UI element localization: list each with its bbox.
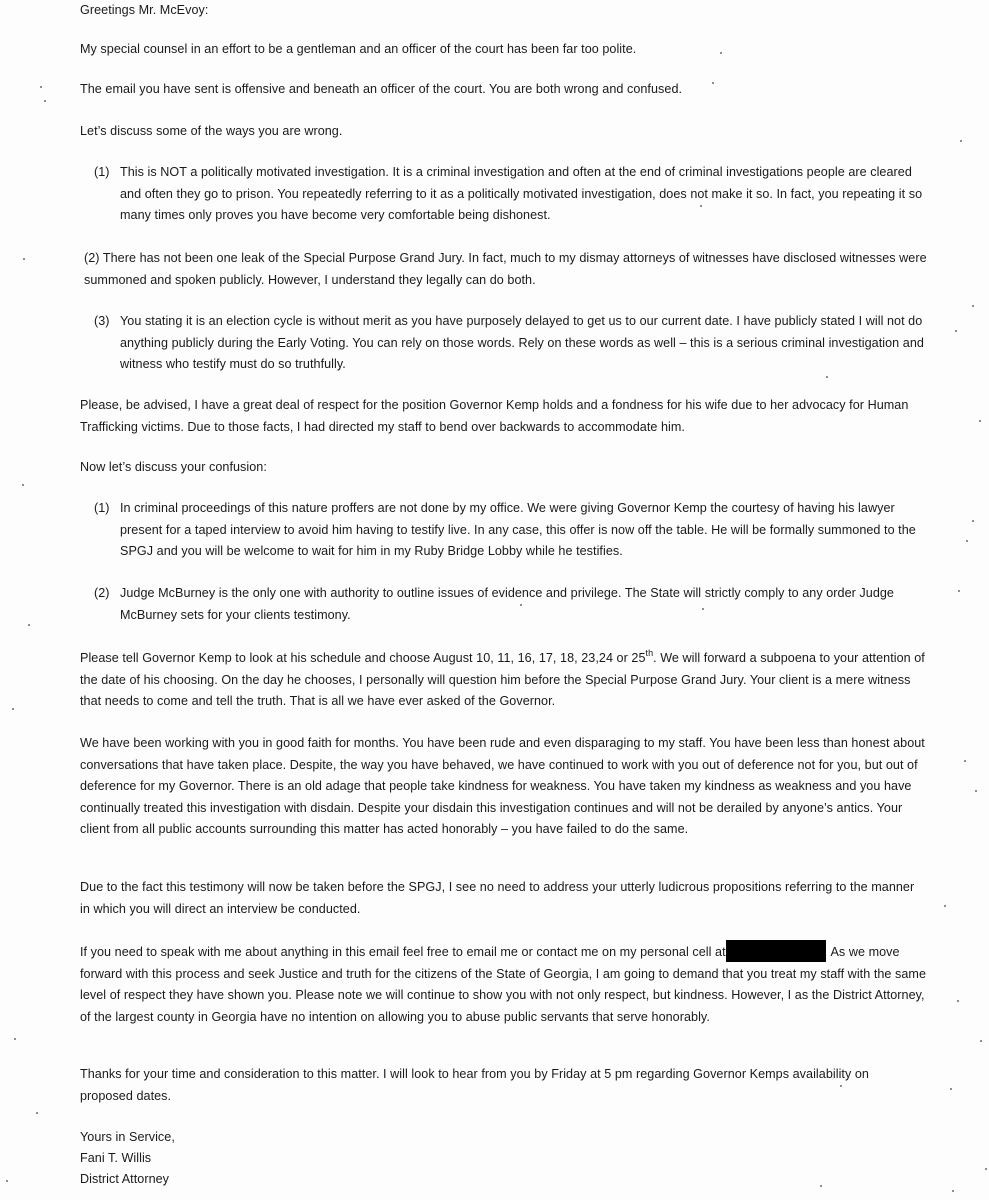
scan-speck [826, 376, 828, 378]
wrong-item-2 [84, 248, 934, 291]
scan-speck [22, 484, 24, 486]
scan-speck [955, 330, 957, 332]
signer-name: Fani T. Willis [80, 1151, 152, 1165]
confusion-item-text: In criminal proceedings of this nature proffers are not done by my office. We were giving Governor Kemp the courtesy of having his lawyer present for a taped interview to avoid him having to testify live. In any case, this offer is now off the table. He will be formally summoned to the SPGJ and you will be welcome to wait for him in my Ruby Bridge Lobby while he testifies. [120, 501, 916, 558]
wrong-item-text: You stating it is an election cycle is without merit as you have purposely delayed to get us to our current date. I have publicly stated I will not do anything publicly during the Early Voting. You can rely on those words. Rely on these words as well – this is a serious criminal investigation and witness who testify must do so truthfully. [120, 314, 924, 371]
scan-speck [950, 1088, 952, 1090]
scan-speck [957, 1000, 959, 1002]
paragraph-schedule: Please tell Governor Kemp to look at his schedule and choose August 10, 11, 16, 17, 18, 23,24 or 25th. We will forward a subpoena to your attention of the date of his choosing. On the day he chooses, I personally will question him before the Special Purpose Grand Jury. Your client is a mere witness that needs to come and tell the truth. That is all we have ever asked of the Governor. [80, 648, 925, 708]
scan-speck [960, 140, 962, 142]
scan-speck [944, 905, 946, 907]
scan-speck [972, 305, 974, 307]
paragraph-respect-governor: Please, be advised, I have a great deal of respect for the position Governor Kemp holds and a fondness for his wife due to her advocacy for Human Trafficking victims. Due to those facts, I had directed my staff to bend over backwards to accommodate him. [80, 398, 909, 434]
paragraph-special-counsel: My special counsel in an effort to be a gentleman and an officer of the court has been far too polite. [80, 42, 637, 56]
redacted-phone-number [726, 940, 826, 962]
wrong-item-number: (3) [94, 314, 110, 328]
paragraph-spgj-testimony: Due to the fact this testimony will now be taken before the SPGJ, I see no need to address your utterly ludicrous propositions referring to the manner in which you will direct an interview be conducted. [80, 880, 915, 916]
signer-title: District Attorney [80, 1172, 170, 1186]
confusion-item-2 [94, 583, 936, 626]
scan-speck [952, 1190, 954, 1192]
scan-speck [964, 760, 966, 762]
scan-speck [36, 1112, 38, 1114]
scan-speck [958, 590, 960, 592]
scan-speck [972, 520, 974, 522]
scan-speck [985, 1168, 987, 1170]
wrong-item-3 [94, 311, 934, 376]
scan-speck [980, 1040, 982, 1042]
closing: Yours in Service, [80, 1130, 175, 1144]
wrong-item-number: (1) [94, 165, 110, 179]
greeting: Greetings Mr. McEvoy: [80, 3, 209, 17]
scan-speck [14, 1038, 16, 1040]
confusion-item-number: (2) [94, 586, 110, 600]
scan-speck [975, 790, 977, 792]
paragraph-good-faith: We have been working with you in good faith for months. You have been rude and even disparaging to my staff. You have been less than honest about conversations that have taken place. Despite, the way you have behaved, we have continued to work with you out of deference not for you, but out of deference for my Governor. There is an old adage that people take kindness for weakness. You have taken my kindness as weakness and you have continually treated this investigation with disdain. Despite your disdain this investigation continues and will not be derailed by anyone’s antics. Your client from all public accounts surrounding this matter has acted honorably – you have failed to do the same. [80, 736, 925, 836]
confusion-item-text: Judge McBurney is the only one with authority to outline issues of evidence and privilege. The State will strictly comply to any order Judge McBurney sets for your clients testimony. [120, 586, 894, 622]
paragraph-contact: If you need to speak with me about anything in this email feel free to email me or contact me on my personal cell at As we move forward with this process and seek Justice and truth for the citizens of the State of Georgia, I am going to demand that you treat my staff with the same level of respect they have shown you. Please note we will continue to show you with not only respect, but kindness. However, I as the District Attorney, of the largest county in Georgia have no intention on allowing you to abuse public servants that serve honorably. [80, 940, 930, 1028]
scan-speck [6, 1180, 8, 1182]
paragraph-email-offensive: The email you have sent is offensive and beneath an officer of the court. You are both wrong and confused. [80, 82, 683, 96]
wrong-item-text: This is NOT a politically motivated investigation. It is a criminal investigation and often at the end of criminal investigations people are cleared and often they go to prison. You repeatedly referring to it as a politically motivated investigation, does not make it so. In fact, you repeating it so many times only proves you have become very comfortable being dishonest. [120, 165, 923, 222]
scan-speck [23, 258, 25, 260]
paragraph-confusion: Now let’s discuss your confusion: [80, 460, 267, 474]
paragraph-ways-wrong: Let’s discuss some of the ways you are wrong. [80, 124, 343, 138]
scan-speck [12, 708, 14, 710]
confusion-item-1 [94, 498, 936, 563]
scan-speck [44, 100, 46, 102]
scan-speck [40, 86, 42, 88]
confusion-item-number: (1) [94, 501, 110, 515]
paragraph-thanks: Thanks for your time and consideration to this matter. I will look to hear from you by Friday at 5 pm regarding Governor Kemps availability on proposed dates. [80, 1067, 869, 1103]
scan-speck [979, 420, 981, 422]
scan-speck [28, 624, 30, 626]
wrong-item-text: There has not been one leak of the Special Purpose Grand Jury. In fact, much to my dismay attorneys of witnesses have disclosed witnesses were summoned and spoken publicly. However, I understand they legally can do both. [84, 251, 927, 287]
scan-speck [966, 540, 968, 542]
wrong-item-number: (2) [84, 251, 100, 265]
wrong-item-1 [94, 162, 934, 227]
